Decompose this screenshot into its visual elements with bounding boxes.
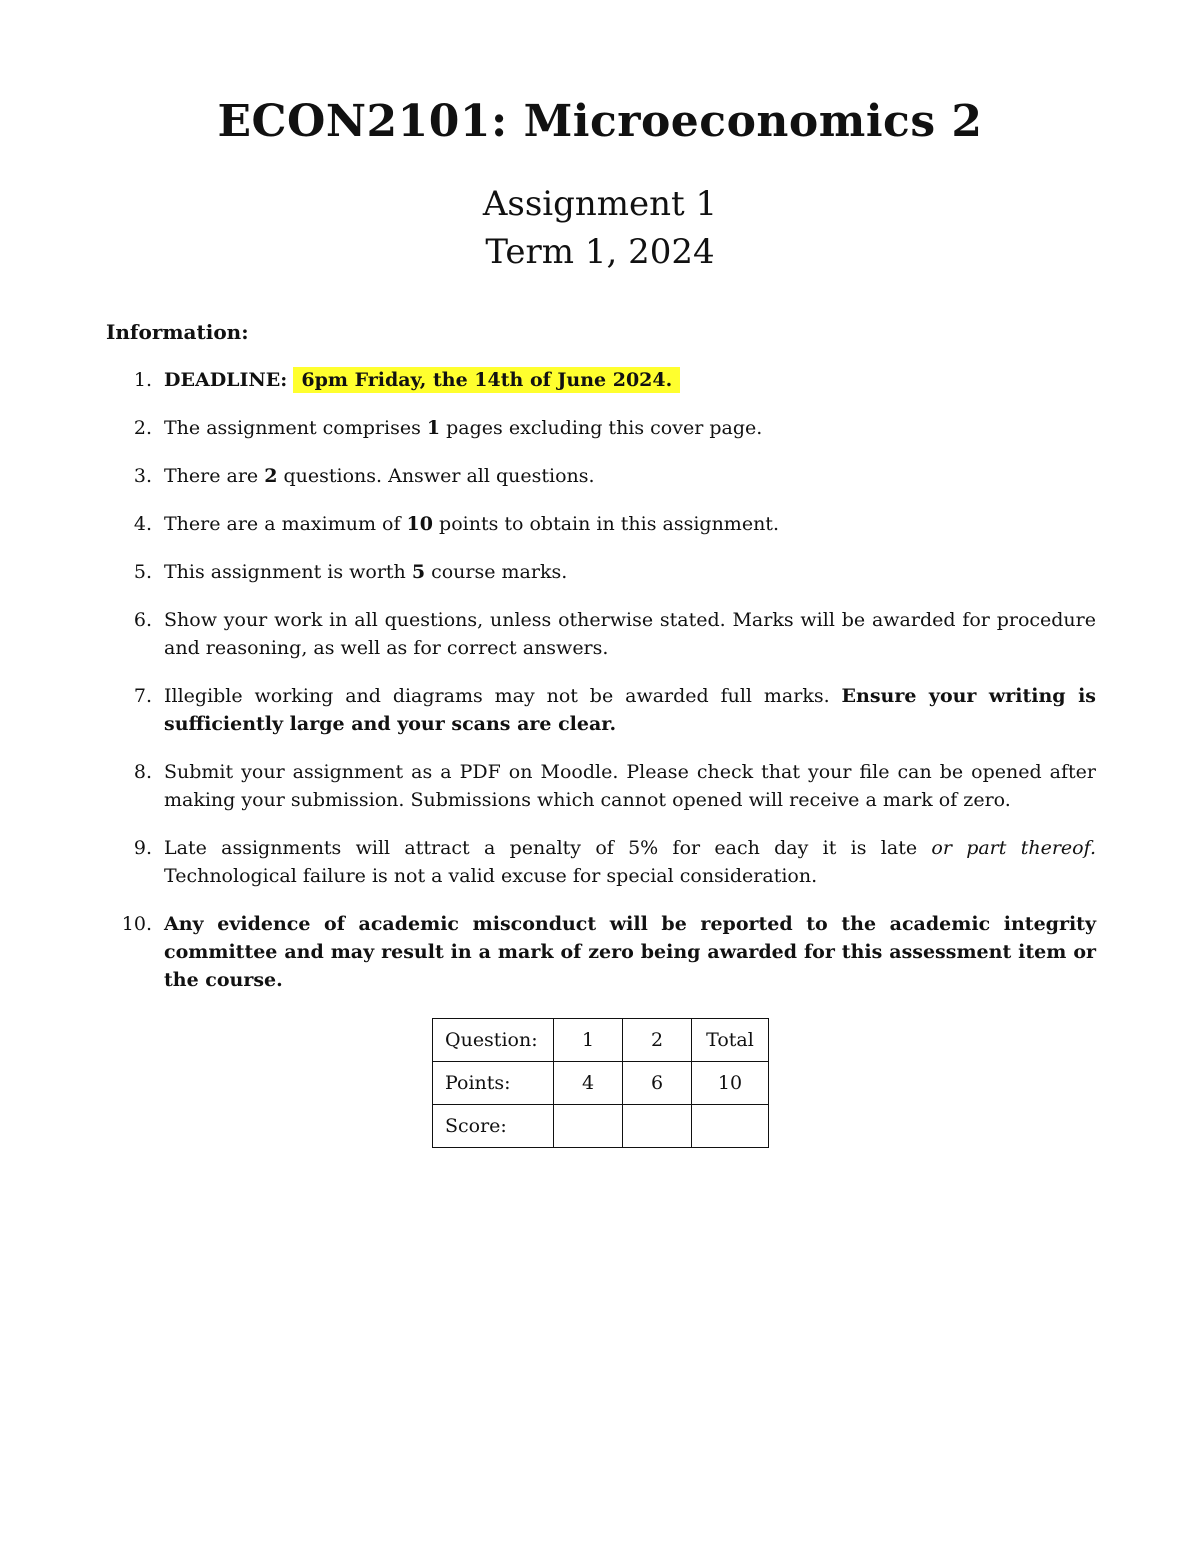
list-item bbox=[106, 366, 1096, 394]
item-bold: 1 bbox=[426, 417, 441, 439]
item-text: Late assignments will attract a penalty of 5% for each day it is late bbox=[164, 837, 932, 859]
list-item bbox=[106, 606, 1096, 662]
item-text: course marks. bbox=[425, 561, 568, 583]
item-number: 1. bbox=[133, 369, 152, 391]
table-cell: Question: bbox=[433, 1019, 554, 1062]
score-cell-q1 bbox=[554, 1105, 623, 1148]
table-row bbox=[433, 1019, 769, 1062]
table-row bbox=[433, 1105, 769, 1148]
grade-table bbox=[432, 1018, 769, 1148]
table-row bbox=[433, 1062, 769, 1105]
term-label: Term 1, 2024 bbox=[485, 232, 715, 272]
information-list bbox=[106, 366, 1096, 1014]
table-cell: Total bbox=[692, 1019, 769, 1062]
list-item bbox=[106, 414, 1096, 442]
item-bold: Any evidence of academic misconduct will be reported to the academic integrity committee and may result in a mark of zero being awarded for this assessment item or the course. bbox=[164, 913, 1096, 991]
item-number: 7. bbox=[133, 685, 152, 707]
item-bold: 2 bbox=[264, 465, 278, 487]
list-item bbox=[106, 462, 1096, 490]
item-text: Technological failure is not a valid excuse for special consideration. bbox=[164, 865, 818, 887]
table-cell: 1 bbox=[554, 1019, 623, 1062]
item-bold: Ensure your writing is sufficiently large and your scans are clear. bbox=[164, 685, 1096, 735]
item-number: 9. bbox=[133, 837, 152, 859]
item-text: questions. Answer all questions. bbox=[277, 465, 595, 487]
list-item bbox=[106, 510, 1096, 538]
item-bold: 10 bbox=[406, 513, 433, 535]
list-item bbox=[106, 758, 1096, 814]
item-text: pages excluding this cover page. bbox=[440, 417, 763, 439]
item-text: Show your work in all questions, unless otherwise stated. Marks will be awarded for procedure and reasoning, as well as for correct answers. bbox=[164, 609, 1096, 659]
item-text: The assignment comprises bbox=[164, 417, 427, 439]
course-title: ECON2101: Microeconomics 2 bbox=[217, 96, 983, 147]
table-cell: Score: bbox=[433, 1105, 554, 1148]
item-number: 3. bbox=[133, 465, 152, 487]
deadline-highlight: 6pm Friday, the 14th of June 2024. bbox=[293, 367, 680, 393]
score-cell-total bbox=[692, 1105, 769, 1148]
item-text: points to obtain in this assignment. bbox=[433, 513, 779, 535]
table-cell: 6 bbox=[623, 1062, 692, 1105]
list-item bbox=[106, 682, 1096, 738]
list-item bbox=[106, 910, 1096, 994]
item-text: This assignment is worth bbox=[164, 561, 412, 583]
item-text: Illegible working and diagrams may not be awarded full marks. bbox=[164, 685, 842, 707]
item-text: There are a maximum of bbox=[164, 513, 407, 535]
item-text: Submit your assignment as a PDF on Moodle. Please check that your file can be opened after making your submission. Submissions which cannot opened will receive a mark of zero. bbox=[164, 761, 1096, 811]
score-cell-q2 bbox=[623, 1105, 692, 1148]
assignment-label: Assignment 1 bbox=[482, 184, 718, 224]
deadline-label: DEADLINE: bbox=[164, 369, 288, 391]
table-cell: 4 bbox=[554, 1062, 623, 1105]
item-bold: 5 bbox=[411, 561, 426, 583]
table-cell: 10 bbox=[692, 1062, 769, 1105]
information-heading: Information: bbox=[106, 320, 249, 344]
list-item bbox=[106, 558, 1096, 586]
item-number: 8. bbox=[133, 761, 152, 783]
item-number: 2. bbox=[133, 417, 152, 439]
table-cell: 2 bbox=[623, 1019, 692, 1062]
item-number: 10. bbox=[121, 913, 152, 935]
item-italic: or part thereof. bbox=[931, 837, 1096, 859]
item-number: 4. bbox=[133, 513, 152, 535]
item-text: There are bbox=[164, 465, 265, 487]
item-number: 5. bbox=[133, 561, 152, 583]
item-number: 6. bbox=[133, 609, 152, 631]
table-cell: Points: bbox=[433, 1062, 554, 1105]
list-item bbox=[106, 834, 1096, 890]
